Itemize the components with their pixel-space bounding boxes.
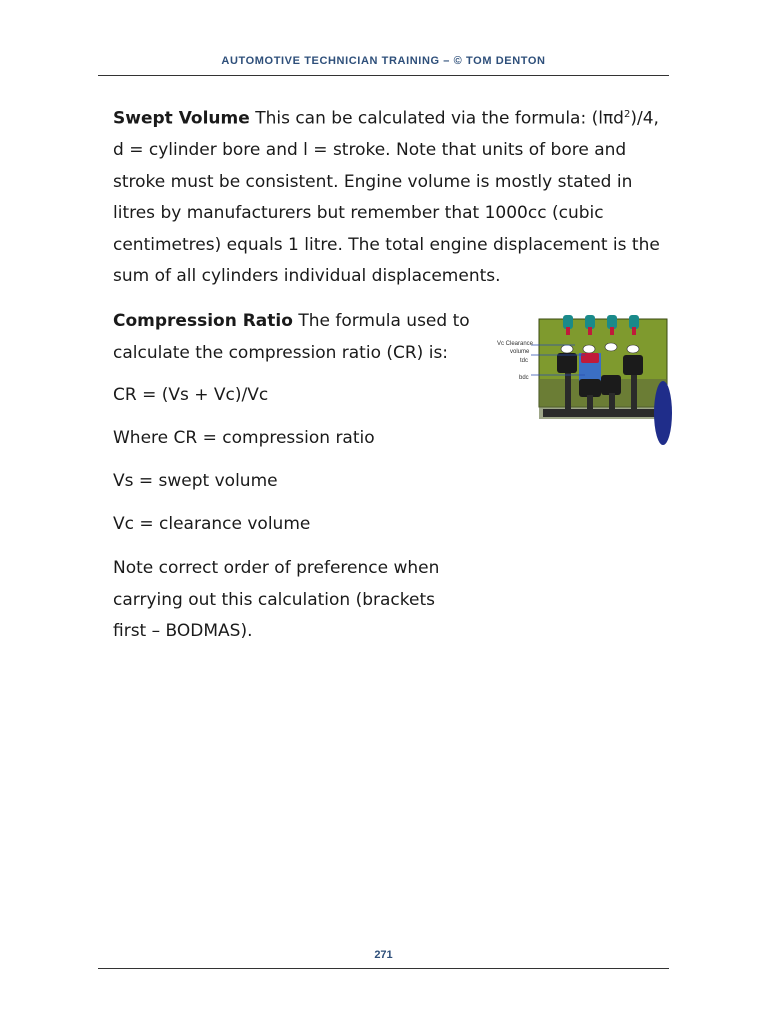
swept-volume-text-a: This can be calculated via the formula: (lπd bbox=[255, 108, 624, 129]
vs-definition: Vs = swept volume bbox=[113, 471, 278, 491]
swept-volume-text-b: )/4, d = cylinder bore and l = stroke. Note that units of bore and stroke must be consistent. Engine volume is mostly stated in litres by manufacturers but remember that 1000cc (cubic centimetres) equals 1 litre. The total engine displacement is the sum of all cylinders individual displacements. bbox=[113, 108, 660, 287]
label-vc-clearance: Vc Clearance bbox=[497, 341, 534, 347]
flywheel bbox=[654, 381, 672, 445]
page-number: 271 bbox=[374, 949, 393, 961]
engine-cylinder-illustration bbox=[493, 309, 673, 451]
running-header: AUTOMOTIVE TECHNICIAN TRAINING – © TOM DENTON bbox=[221, 55, 546, 67]
bodmas-note: Note correct order of preference when carrying out this calculation (brackets first – BODMAS). bbox=[113, 558, 440, 641]
footer-rule bbox=[98, 968, 669, 969]
swept-volume-paragraph bbox=[113, 99, 673, 293]
label-tdc: tdc bbox=[520, 358, 529, 364]
vc-definition: Vc = clearance volume bbox=[113, 514, 311, 534]
squared-superscript: 2 bbox=[623, 109, 631, 120]
label-bdc: bdc bbox=[519, 375, 529, 381]
swept-volume-heading: Swept Volume bbox=[113, 108, 250, 129]
cr-formula: CR = (Vs + Vc)/Vc bbox=[113, 385, 269, 405]
compression-ratio-heading: Compression Ratio bbox=[113, 311, 293, 331]
label-volume: volume bbox=[510, 349, 530, 355]
compression-ratio-text: The formula used to calculate the compression ratio (CR) is: bbox=[113, 311, 470, 363]
compression-ratio-paragraph bbox=[113, 306, 473, 369]
header-rule bbox=[98, 75, 669, 76]
cr-definition: Where CR = compression ratio bbox=[113, 428, 375, 448]
